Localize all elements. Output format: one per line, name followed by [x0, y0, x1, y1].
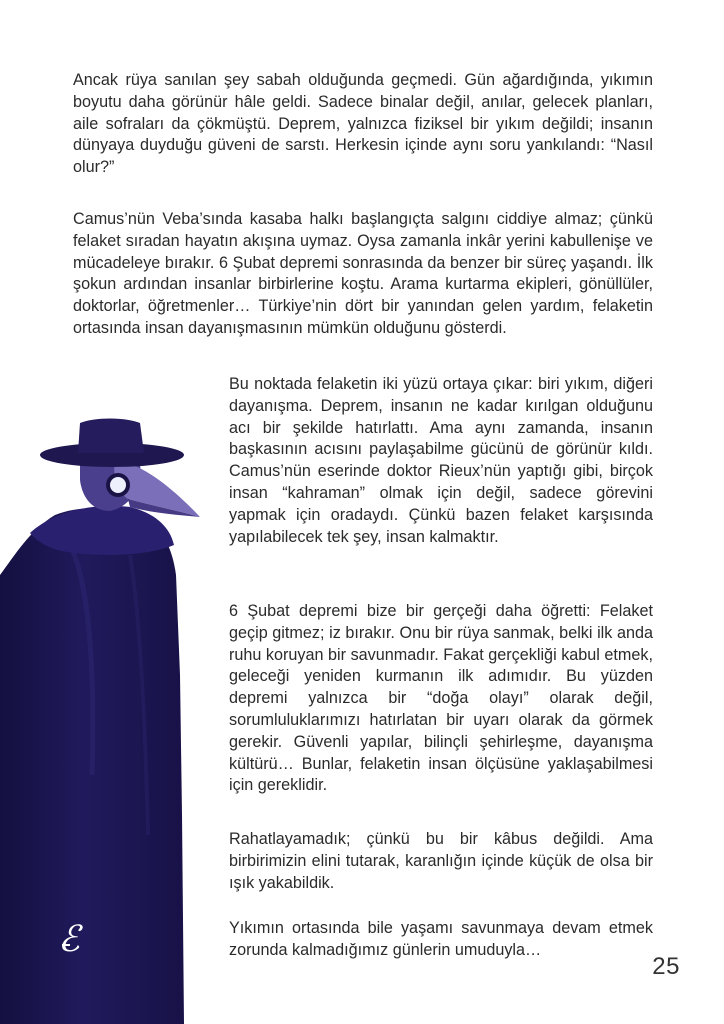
paragraph-5: Rahatlayamadık; çünkü bu bir kâbus değildi. Ama birbirimizin elini tutarak, karanlığın içinde küçük de olsa bir ışık yakabildik.: [229, 830, 653, 892]
paragraph-6: Yıkımın ortasında bile yaşamı savunmaya devam etmek zorunda kalmadığımız günlerin umuduyla…: [229, 919, 653, 959]
paragraph-2: Camus’nün Veba’sında kasaba halkı başlangıçta salgını ciddiye almaz; çünkü felaket sıradan hayatın akışına uymaz. Oysa zamanla inkâr yerini kabullenişe ve mücadeleye bırakır. 6 Şubat depremi sonrasında da benzer bir süreç yaşandı. İlk şokun ardından insanlar birbirlerine koştu. Arama kurtarma ekipleri, gönüllüler, doktorlar, öğretmenler… Türkiye’nin dört bir yanından gelen yardım, felaketin ortasında insan dayanışmasının mümkün olduğunu gösterdi.: [73, 210, 653, 337]
paragraph-1: Ancak rüya sanılan şey sabah olduğunda geçmedi. Gün ağardığında, yıkımın boyutu daha görünür hâle geldi. Sadece binalar değil, anılar, gelecek planları, aile sofraları da çökmüştü. Deprem, yalnızca fiziksel bir yıkım değildi; insanın dünyaya duyduğu güveni de sarstı. Herkesin içinde aynı soru yankılandı: “Nasıl olur?”: [73, 71, 653, 177]
cape-shape: [30, 506, 174, 555]
artist-signature: ℰ: [58, 919, 80, 960]
eye-lens-inner: [110, 477, 126, 493]
paragraph-3: Bu noktada felaketin iki yüzü ortaya çıkar: biri yıkım, diğeri dayanışma. Deprem, insanın ne kadar kırılgan olduğunu acı bir şekilde hatırlattı. Ama aynı zamanda, insanın başkasının acısını paylaşabilme gücünü de görünür kıldı. Camus’nün eserinde doktor Rieux’nün yaptığı gibi, birçok insan “kahraman” olmak için değil, sadece görevini yapmak için oradaydı. Çünkü bazen felaket karşısında yapılabilecek tek şey, insan kalmaktır.: [229, 375, 653, 546]
paragraph-4: 6 Şubat depremi bize bir gerçeği daha öğretti: Felaket geçip gitmez; iz bırakır. Onu bir rüya sanmak, belki ilk anda ruhu koruyan bir savunmadır. Fakat gerçekliği kabul etmek, geleceği yeniden kurmanın ilk adımıdır. Bu yüzden depremi yalnızca bir “doğa olayı” olarak değil, sorumluluklarımızı hatırlatan bir uyarı olarak da görmek gerekir. Güvenli yapılar, bilinçli şehirleşme, dayanışma kültürü… Bunlar, felaketin insan ölçüsüne yaklaşabilmesi için gereklidir.: [229, 602, 653, 795]
page-number: 25: [652, 953, 680, 980]
plague-doctor-illustration: [0, 415, 215, 1024]
hat-crown: [78, 419, 144, 454]
